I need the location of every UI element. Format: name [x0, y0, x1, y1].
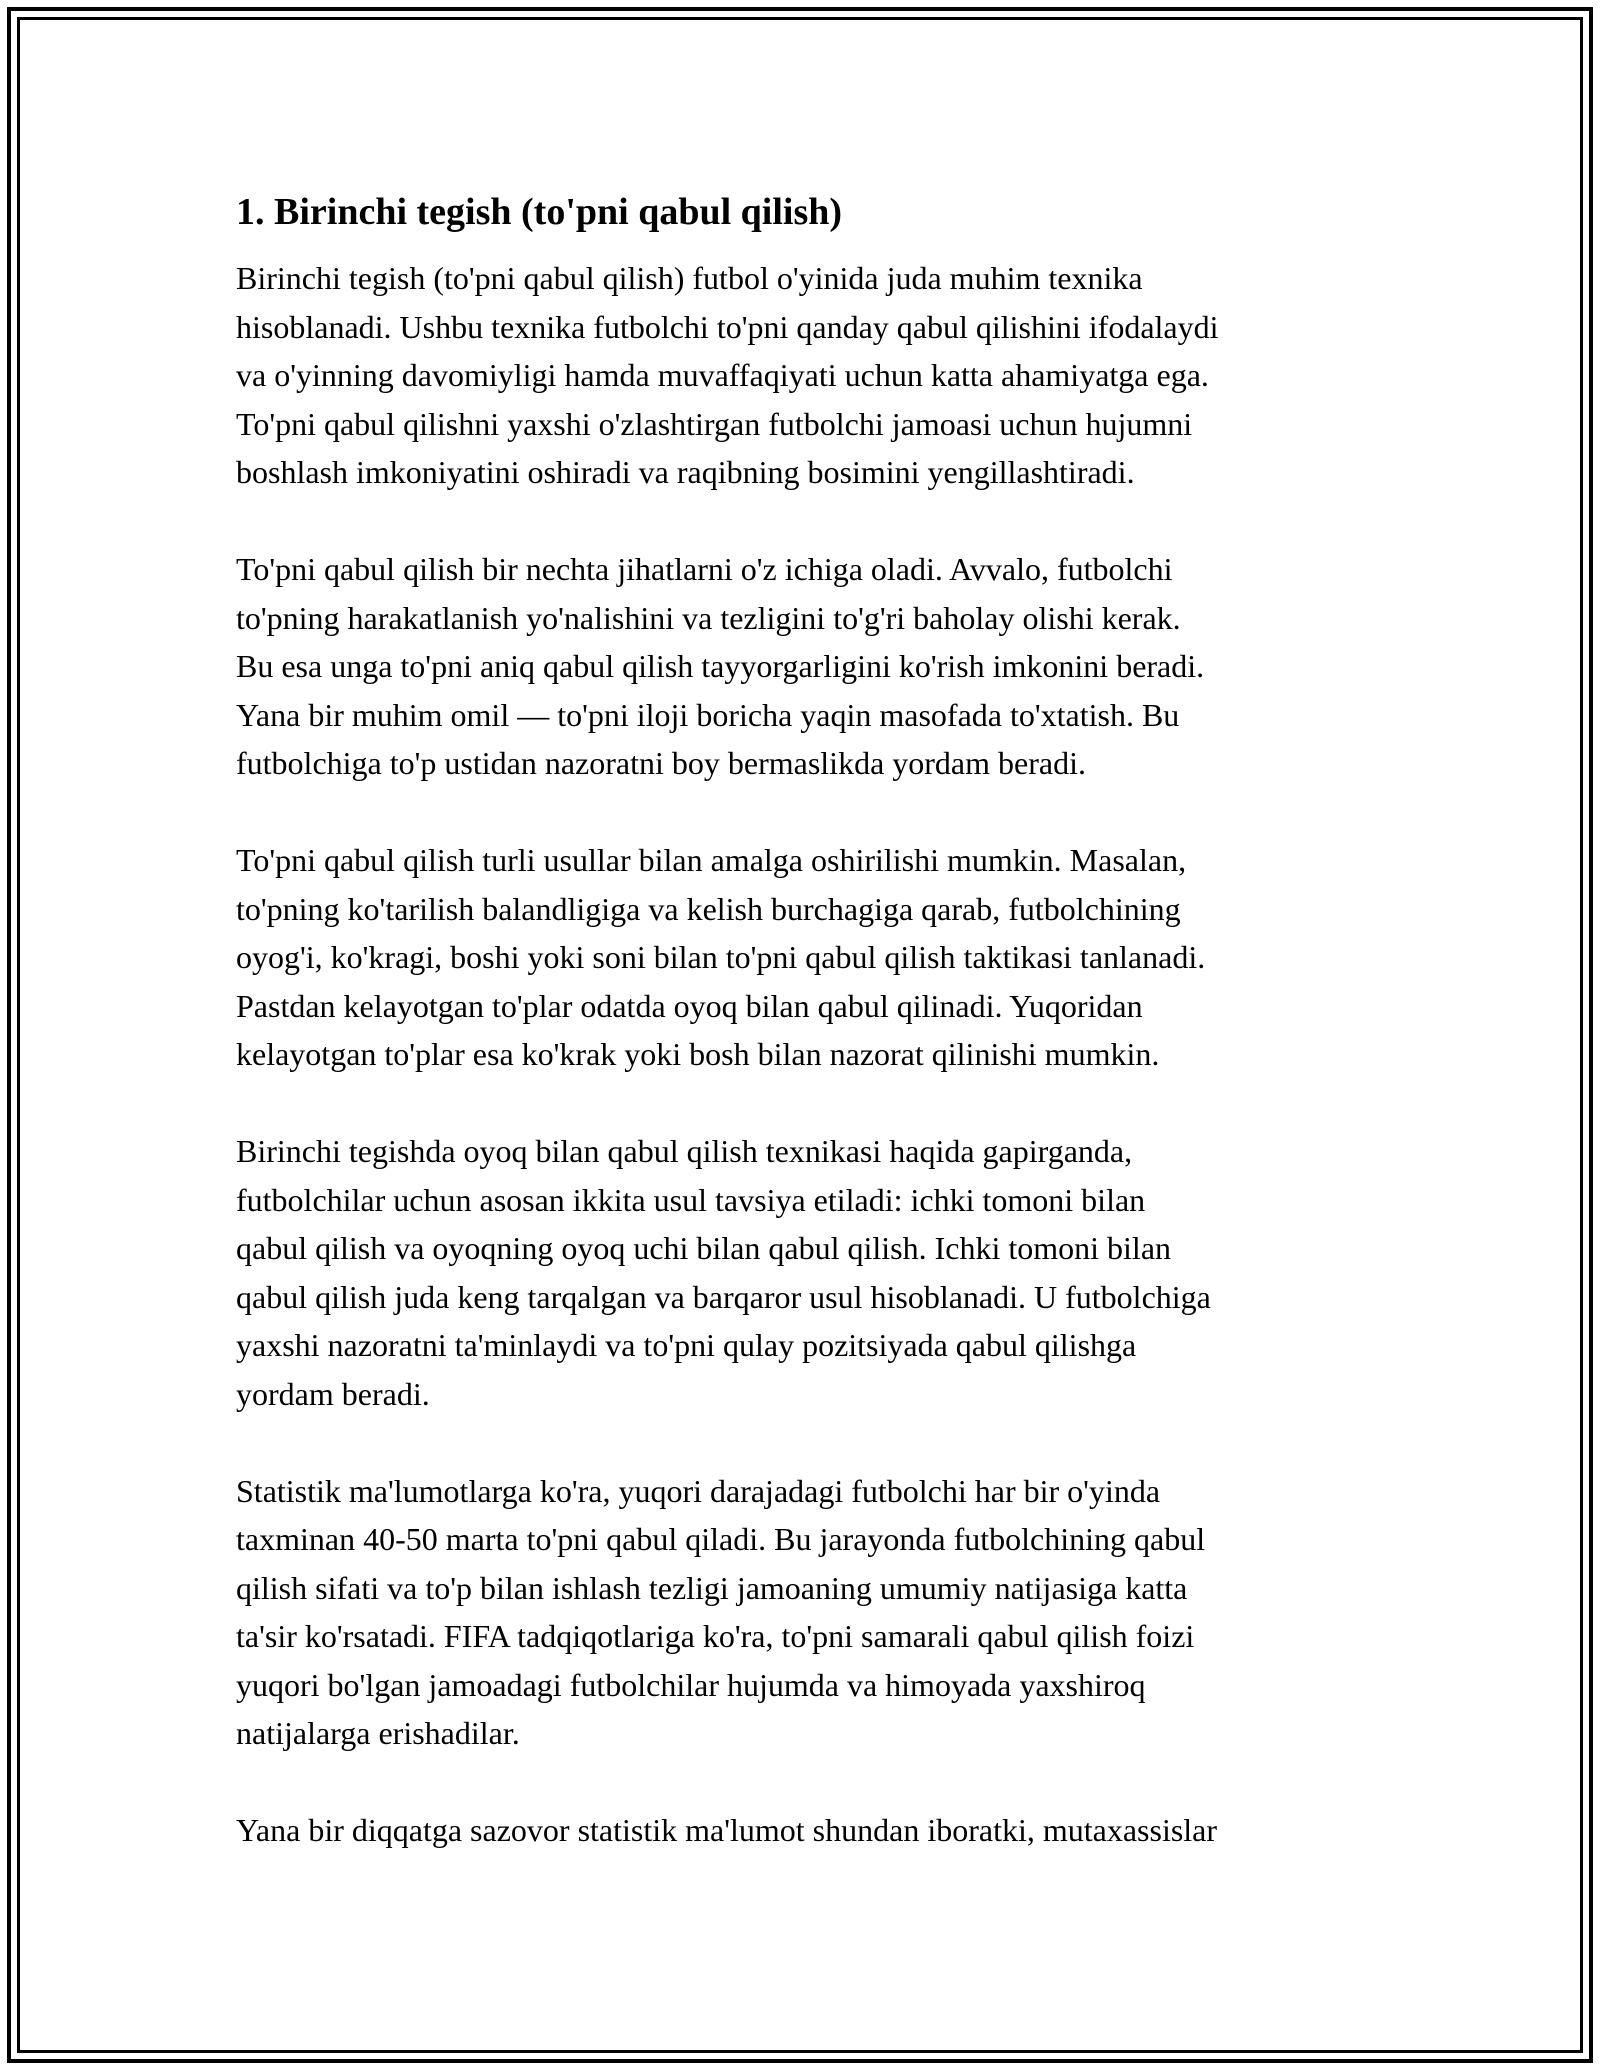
text-line: Yana bir diqqatga sazovor statistik ma'lumot shundan iboratki, mutaxassislar	[236, 1812, 1218, 1848]
paragraph	[236, 1467, 1386, 1758]
text-line: natijalarga erishadilar.	[236, 1715, 520, 1751]
text-line: Birinchi tegish (to'pni qabul qilish) futbol o'yinida juda muhim texnika	[236, 260, 1143, 296]
text-line: hisoblanadi. Ushbu texnika futbolchi to'pni qanday qabul qilishini ifodalaydi	[236, 308, 1219, 345]
text-line: to'pning harakatlanish yo'nalishini va tezligini to'g'ri baholay olishi kerak.	[236, 599, 1181, 636]
text-line: futbolchilar uchun asosan ikkita usul tavsiya etiladi: ichki tomoni bilan	[236, 1181, 1146, 1218]
text-line: to'pning ko'tarilish balandligiga va kelish burchagiga qarab, futbolchining	[236, 890, 1181, 927]
section-heading: 1. Birinchi tegish (to'pni qabul qilish)	[236, 191, 843, 233]
paragraph	[236, 836, 1386, 1079]
text-line: To'pni qabul qilishni yaxshi o'zlashtirgan futbolchi jamoasi uchun hujumni	[236, 405, 1193, 442]
paragraph	[236, 1127, 1386, 1418]
text-line: boshlash imkoniyatini oshiradi va raqibning bosimini yengillashtiradi.	[236, 454, 1135, 490]
text-line: qabul qilish juda keng tarqalgan va barqaror usul hisoblanadi. U futbolchiga	[236, 1278, 1211, 1315]
text-line: To'pni qabul qilish bir nechta jihatlarni o'z ichiga oladi. Avvalo, futbolchi	[236, 551, 1173, 587]
text-line: yaxshi nazoratni ta'minlaydi va to'pni qulay pozitsiyada qabul qilishga	[236, 1327, 1137, 1363]
paragraph	[236, 545, 1386, 788]
paragraph	[236, 254, 1386, 497]
text-line: va o'yinning davomiyligi hamda muvaffaqiyati uchun katta ahamiyatga ega.	[236, 357, 1209, 393]
text-line: oyog'i, ko'kragi, boshi yoki soni bilan to'pni qabul qilish taktikasi tanlanadi.	[236, 939, 1206, 975]
text-line: taxminan 40-50 marta to'pni qabul qiladi. Bu jarayonda futbolchining qabul	[236, 1521, 1206, 1557]
text-line: Yana bir muhim omil — to'pni iloji boricha yaqin masofada to'xtatish. Bu	[236, 696, 1180, 733]
text-line: Bu esa unga to'pni aniq qabul qilish tayyorgarligini ko'rish imkonini beradi.	[236, 648, 1205, 684]
document-body	[236, 186, 1386, 1903]
text-line: Statistik ma'lumotlarga ko'ra, yuqori darajadagi futbolchi har bir o'yinda	[236, 1472, 1161, 1509]
text-line: qilish sifati va to'p bilan ishlash tezligi jamoaning umumiy natijasiga katta	[236, 1569, 1188, 1606]
paragraph	[236, 1806, 1386, 1855]
text-line: Pastdan kelayotgan to'plar odatda oyoq bilan qabul qilinadi. Yuqoridan	[236, 987, 1143, 1024]
text-line: qabul qilish va oyoqning oyoq uchi bilan qabul qilish. Ichki tomoni bilan	[236, 1230, 1172, 1266]
text-line: futbolchiga to'p ustidan nazoratni boy bermaslikda yordam beradi.	[236, 745, 1086, 781]
text-line: To'pni qabul qilish turli usullar bilan amalga oshirilishi mumkin. Masalan,	[236, 842, 1187, 878]
text-line: yordam beradi.	[236, 1375, 430, 1412]
text-line: yuqori bo'lgan jamoadagi futbolchilar hujumda va himoyada yaxshiroq	[236, 1666, 1146, 1703]
text-line: ta'sir ko'rsatadi. FIFA tadqiqotlariga ko'ra, to'pni samarali qabul qilish foizi	[236, 1618, 1195, 1654]
text-line: Birinchi tegishda oyoq bilan qabul qilish texnikasi haqida gapirganda,	[236, 1133, 1133, 1169]
text-line: kelayotgan to'plar esa ko'krak yoki bosh bilan nazorat qilinishi mumkin.	[236, 1036, 1160, 1072]
paragraph-list	[236, 254, 1386, 1855]
